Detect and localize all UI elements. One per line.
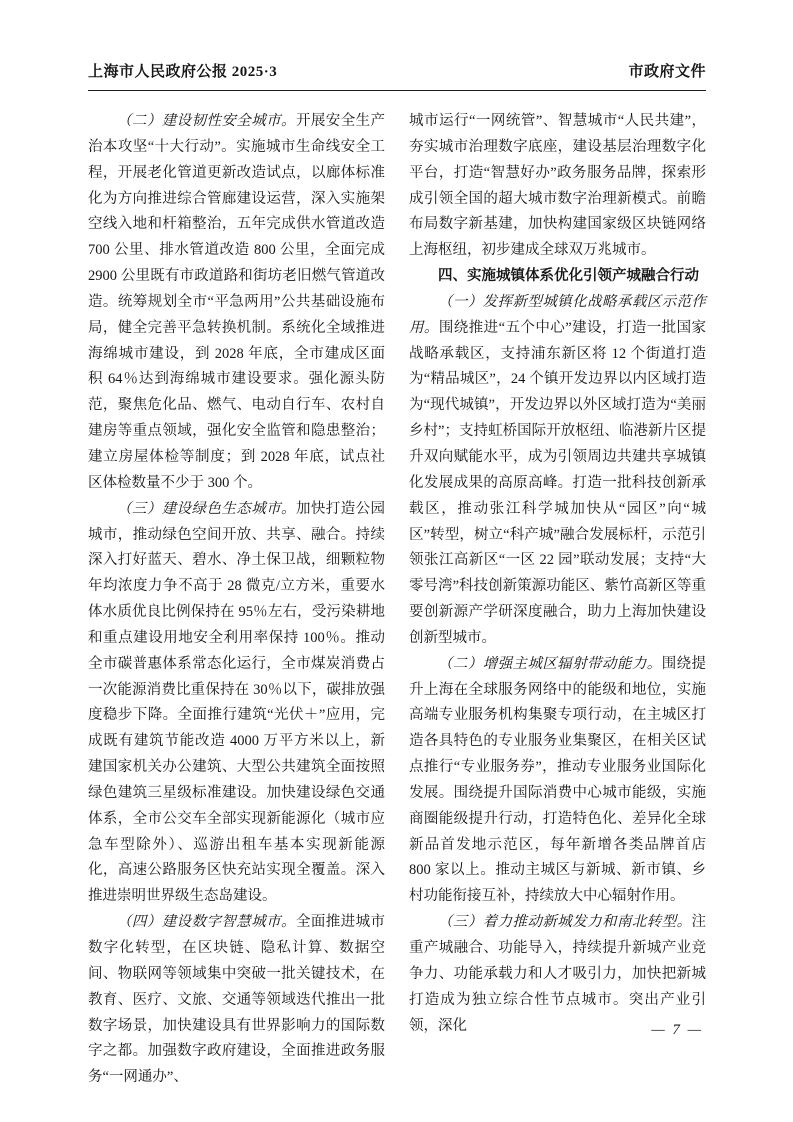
paragraph-3 xyxy=(88,497,385,911)
paragraph-s4-3-text: 注重产城融合、功能导入，持续提升新城产业竞争力、功能承载力和人才吸引力，加快把新城打造成为独立综合性节点城市。突出产业引领，深化 xyxy=(409,914,706,1034)
section-4-heading: 四、实施城镇体系优化引领产城融合行动 xyxy=(438,268,699,285)
paragraph-s4-2-lead: （二）增强主城区辐射带动能力。 xyxy=(438,655,662,672)
right-column xyxy=(409,109,706,1091)
left-column xyxy=(88,109,385,1091)
paragraph-3-lead: （三）建设绿色生态城市。 xyxy=(117,500,296,517)
paragraph-s4-2-text: 围绕提升上海在全球服务网络中的能级和地位，实施高端专业服务机构集聚专项行动，在主城区打造各具特色的专业服务业集聚区，在相关区试点推行“专业服务券”，推动专业服务业国际化发展。围绕提升国际消费中心城市能级，实施商圈能级提升行动，打造特色化、差异化全球新品首发地示范区，每年新增各类品牌首店 800 家以上。推动主城区与新城、新市镇、乡村功能衔接互补，持续放大中心辐射作用。 xyxy=(409,655,707,905)
paragraph-s4-3-lead: （三）着力推动新城发力和南北转型。 xyxy=(438,914,692,931)
paragraph-s4-3 xyxy=(409,910,706,1039)
paragraph-2-lead: （二）建设韧性安全城市。 xyxy=(117,113,296,129)
paragraph-2-text: 开展安全生产治本攻坚“十大行动”。实施城市生命线安全工程，开展老化管道更新改造试点，以廊体标准化为方向推进综合管廊建设运营，深入实施架空线入地和杆箱整治，五年完成供水管道改造 700 公里、排水管道改造 800 公里，全面完成 2900 公里既有市政道路和街坊老旧燃气管道改造。统筹规划全市“平急两用”公共基础设施布局，健全完善平急转换机制。系统化全域推进海绵城市建设，到 2028 年底，全市建成区面积 64％达到海绵城市建设要求。强化源头防范，聚焦危化品、燃气、电动自行车、农村自建房等重点领域，强化安全监管和隐患整治；建立房屋体检等制度；到 2028 年底，试点社区体检数量不少于 300 个。 xyxy=(88,113,386,491)
section-label: 市政府文件 xyxy=(628,64,706,80)
paragraph-s4-1-lead: （一）发挥新型城镇化战略承载区示范作用。 xyxy=(409,293,706,336)
paragraph-3-text: 加快打造公园城市，推动绿色空间开放、共享、融合。持续深入打好蓝天、碧水、净土保卫战，细颗粒物年均浓度力争不高于 28 微克/立方米，重要水体水质优良比例保持在 95％左右，受污染耕地和重点建设用地安全利用率保持 100％。推动全市碳普惠体系常态化运行，全市煤炭消费占一次能源消费比重保持在 30％以下，碳排放强度稳步下降。全面推行建筑“光伏＋”应用，完成既有建筑节能改造 4000 万平方米以上，新建国家机关办公建筑、大型公共建筑全面按照绿色建筑三星级标准建设。加快建设绿色交通体系，全市公交车全部实现新能源化（城市应急车型除外）、巡游出租车基本实现新能源化，高速公路服务区快充站实现全覆盖。深入推进崇明世界级生态岛建设。 xyxy=(88,500,386,905)
paragraph-4-continuation: 城市运行“一网统管”、智慧城市“人民共建”，夯实城市治理数字底座，建设基层治理数字化平台，打造“智慧好办”政务服务品牌，探索形成引领全国的超大城市数字治理新模式。前瞻布局数字新基建，加快构建国家级区块链网络上海枢纽，初步建成全球双万兆城市。 xyxy=(409,113,706,259)
page-header xyxy=(88,60,706,91)
paragraph-s4-1 xyxy=(409,290,706,652)
paragraph-2 xyxy=(88,109,385,497)
gazette-title: 上海市人民政府公报 2025·3 xyxy=(88,64,278,80)
paragraph-s4-1-text: 围绕推进“五个中心”建设，打造一批国家战略承载区，支持浦东新区将 12 个街道打造为“精品城区”，24 个镇开发边界以内区域打造为“现代城镇”，开发边界以外区域打造为“美丽乡村”；支持虹桥国际开放枢纽、临港新片区提升双向赋能水平，成为引领周边共建共享城镇化发展成果的高原高峰。打造一批科技创新承载区，推动张江科学城加快从“园区”向“城区”转型，树立“科产城”融合发展标杆，示范引领张江高新区“一区 22 园”联动发展；支持“大零号湾”科技创新策源功能区、紫竹高新区等重要创新源产学研深度融合，助力上海加快建设创新型城市。 xyxy=(409,319,707,646)
paragraph-4-text: 全面推进城市数字化转型，在区块链、隐私计算、数据空间、物联网等领域集中突破一批关键技术，在教育、医疗、文旅、交通等领域迭代推出一批数字场景，加快建设具有世界影响力的国际数字之都。加强数字政府建设，全面推进政务服务“一网通办”、 xyxy=(88,914,386,1086)
paragraph-4-lead: （四）建设数字智慧城市。 xyxy=(117,914,296,931)
page-body xyxy=(88,109,706,1091)
paragraph-4 xyxy=(88,910,385,1091)
paragraph-s4-2 xyxy=(409,652,706,910)
page-number: — 7 — xyxy=(651,1022,703,1038)
